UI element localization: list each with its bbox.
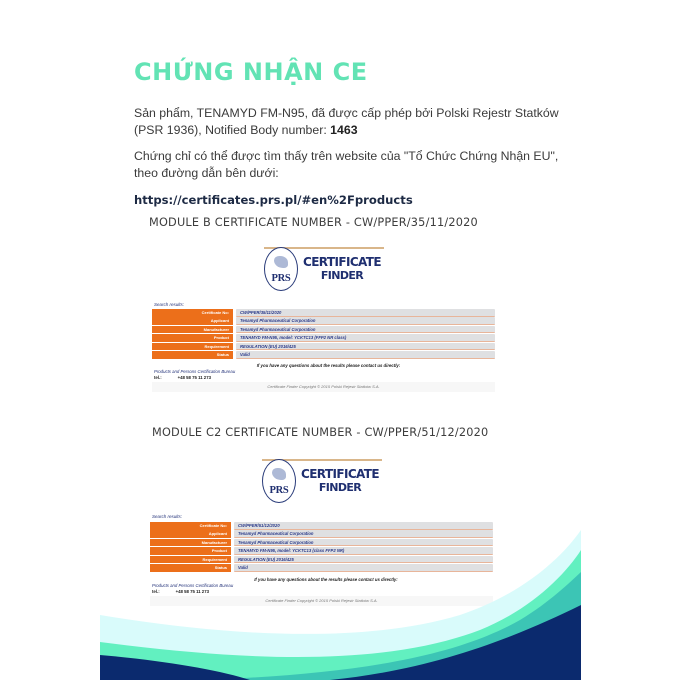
wordmark-line1: CERTIFICATE	[303, 255, 381, 269]
certificate-finder-wordmark	[303, 255, 381, 283]
row-label: Certificate No:	[152, 309, 233, 317]
module-c2-heading: MODULE C2 CERTIFICATE NUMBER - CW/PPER/51/12/2020	[152, 426, 489, 439]
bureau-contact	[154, 369, 235, 381]
copyright-footer: Certificate Finder Copyright © 2015 Polski Rejestr Statków S.A.	[152, 382, 495, 392]
tel-value: +48 58 75 11 273	[177, 375, 211, 380]
certificates-link[interactable]: https://certificates.prs.pl/#en%2Fproducts	[134, 193, 413, 207]
certificate-finder-screenshot-module-b	[148, 243, 509, 395]
row-value: Tenamyd Pharmaceutical Corporation	[236, 317, 495, 325]
row-value: Valid	[236, 351, 495, 359]
row-label: Manufacturer	[150, 539, 231, 547]
table-row	[152, 334, 495, 342]
row-value: Tenamyd Pharmaceutical Corporation	[234, 530, 493, 538]
row-value: REGULATION (EU) 2016/425	[234, 556, 493, 564]
prs-emblem-icon	[274, 256, 288, 268]
prs-badge-text: PRS	[269, 485, 289, 496]
contact-question: If you have any questions about the results please contact us directly:	[254, 577, 398, 582]
copyright-footer: Certificate Finder Copyright © 2015 Polski Rejestr Statków S.A.	[150, 596, 493, 606]
row-value: CW/PPER/35/11/2020	[236, 309, 495, 317]
table-row	[152, 326, 495, 334]
wordmark-line2: FINDER	[318, 481, 362, 494]
search-results-label: Search results:	[154, 302, 185, 307]
document-page	[100, 0, 581, 680]
tel-label: tel.:	[152, 589, 160, 594]
bureau-phone	[154, 375, 235, 381]
row-value: REGULATION (EU) 2016/425	[236, 343, 495, 351]
tel-label: tel.:	[154, 375, 162, 380]
row-label: Product	[150, 547, 231, 555]
certificate-finder-logo	[262, 459, 379, 503]
bureau-name: Products and Persons Certification Bureau	[152, 583, 234, 588]
prs-badge-icon	[264, 247, 298, 291]
row-label: Status	[150, 564, 231, 572]
row-value: TENAMYD FM-N95, model: YCKTC13 (FFP2 NR class)	[236, 334, 495, 342]
row-label: Status	[152, 351, 233, 359]
row-label: Applicant	[152, 317, 233, 325]
row-value: Tenamyd Pharmaceutical Corporation	[234, 539, 493, 547]
search-results-label: Search results:	[152, 514, 183, 519]
notified-body-number: 1463	[330, 123, 358, 137]
page-title: CHỨNG NHẬN CE	[134, 58, 368, 86]
contact-question: If you have any questions about the results please contact us directly:	[256, 363, 401, 368]
row-value: TENAMYD FM-N95, model: YCKTC13 (class FFP2 NR)	[234, 547, 493, 555]
prs-badge-icon	[262, 459, 296, 503]
row-label: Manufacturer	[152, 326, 233, 334]
website-paragraph: Chứng chỉ có thể được tìm thấy trên website của "Tổ Chức Chứng Nhận EU", theo đường dẫn bên dưới:	[134, 149, 559, 180]
row-value: Tenamyd Pharmaceutical Corporation	[236, 326, 495, 334]
intro-paragraph	[134, 105, 574, 139]
wordmark-line1: CERTIFICATE	[301, 467, 379, 481]
row-label: Certificate No:	[150, 522, 231, 530]
certificate-finder-logo	[264, 247, 381, 291]
row-label: Applicant	[150, 530, 231, 538]
table-row	[152, 343, 495, 351]
row-value: Valid	[234, 564, 493, 572]
prs-badge-text: PRS	[271, 273, 291, 284]
prs-emblem-icon	[272, 468, 286, 480]
results-table	[152, 309, 495, 359]
intro-text: Sản phẩm, TENAMYD FM-N95, đã được cấp phép bởi Polski Rejestr Statków (PSR 1936), Notified Body number:	[134, 106, 559, 137]
row-value: CW/PPER/51/12/2020	[234, 522, 493, 530]
wordmark-line2: FINDER	[320, 269, 364, 282]
decorative-waves	[100, 520, 581, 680]
table-row	[152, 351, 495, 359]
certificate-finder-wordmark	[301, 467, 379, 495]
row-label: Requirement	[152, 343, 233, 351]
table-row	[152, 309, 495, 317]
module-b-heading: MODULE B CERTIFICATE NUMBER - CW/PPER/35/11/2020	[149, 216, 478, 229]
row-label: Requirement	[150, 556, 231, 564]
tel-value: +48 58 75 11 273	[175, 589, 209, 594]
row-label: Product	[152, 334, 233, 342]
table-row	[152, 317, 495, 325]
bureau-name: Products and Persons Certification Bureau	[154, 369, 236, 374]
